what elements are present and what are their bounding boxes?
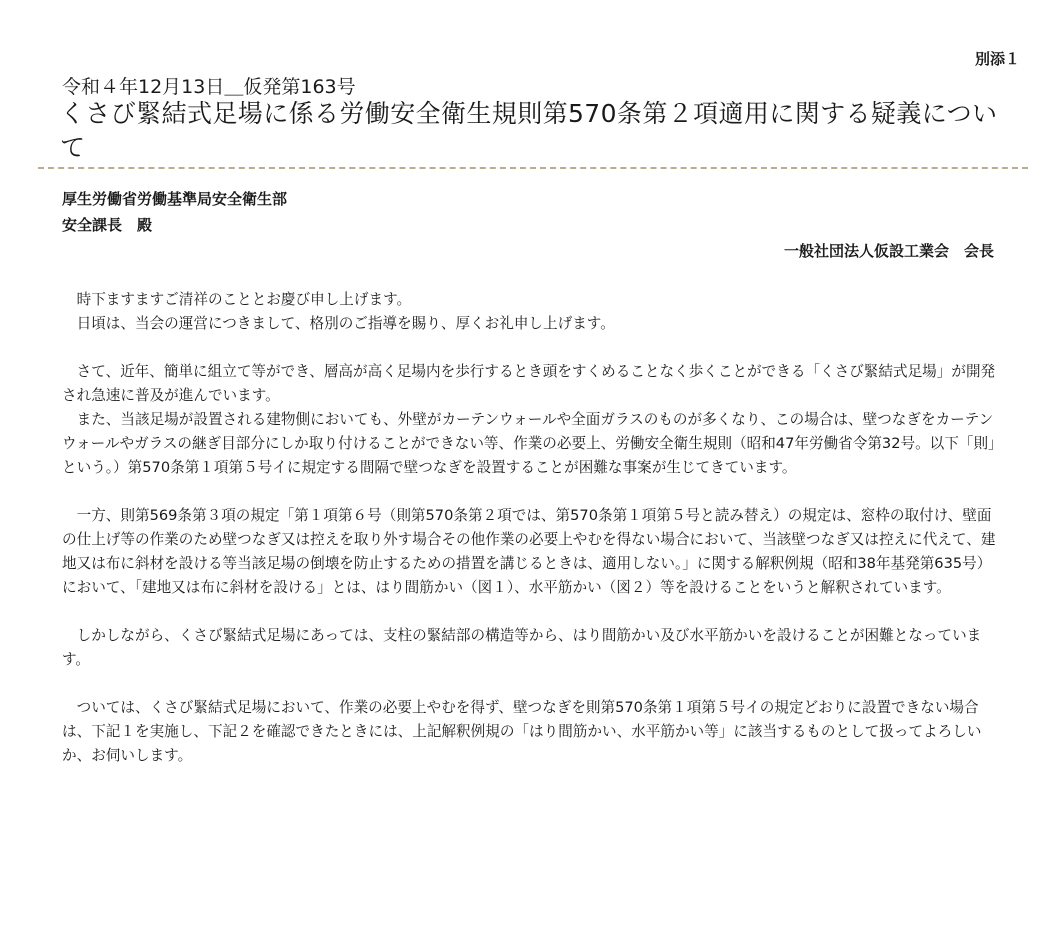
letter-body: [62, 288, 1002, 768]
reference-number: 令和４年12月13日＿仮発第163号: [62, 76, 356, 98]
difficulty-paragraph: しかしながら、くさび緊結式足場にあっては、支柱の緊結部の構造等から、はり間筋かい及び水平筋かいを設けることが困難となっています。: [62, 627, 982, 668]
background-paragraph: さて、近年、簡単に組立て等ができ、層高が高く足場内を歩行するとき頭をすくめることなく歩くことができる「くさび緊結式足場」が開発され急速に普及が進んでいます。: [62, 363, 996, 404]
paragraph-gap: [62, 480, 1002, 504]
addressee-block: [62, 186, 287, 238]
regulation-paragraph: 一方、則第569条第３項の規定「第１項第６号（則第570条第２項では、第570条第１項第５号と読み替え）の規定は、窓枠の取付け、壁面の仕上げ等の作業のため壁つなぎ又は控えを取り外す場合その他作業の必要上やむを得ない場合において、当該壁つなぎ又は控えに代えて、建地又は布に斜材を設ける等当該足場の倒壊を防止するための措置を講じるときは、適用しない。」に関する解釈例規（昭和38年基発第635号）において、「建地又は布に斜材を設ける」とは、はり間筋かい（図１）、水平筋かい（図２）等を設けることをいうと解釈されています。: [62, 507, 996, 596]
paragraph-gap: [62, 336, 1002, 360]
paragraph-gap: [62, 600, 1002, 624]
document-title: くさび緊結式足場に係る労働安全衛生規則第570条第２項適用に関する疑義について: [60, 99, 998, 162]
thanks-paragraph: 日頃は、当会の運営につきまして、格別のご指導を賜り、厚くお礼申し上げます。: [76, 315, 615, 332]
issue-paragraph: また、当該足場が設置される建物側においても、外壁がカーテンウォールや全面ガラスのものが多くなり、この場合は、壁つなぎをカーテンウォールやガラスの継ぎ目部分にしか取り付けることができない等、作業の必要上、労働安全衛生規則（昭和47年労働省令第32号。以下「則」という。）第570条第１項第５号イに規定する間隔で壁つなぎを設置することが困難な事案が生じてきています。: [62, 411, 996, 476]
addressee-org: 厚生労働省労働基準局安全衛生部: [62, 190, 288, 208]
request-paragraph: ついては、くさび緊結式足場において、作業の必要上やむを得ず、壁つなぎを則第570条第１項第５号イの規定どおりに設置できない場合は、下記１を実施し、下記２を確認できたときには、上記解釈例規の「はり間筋かい、水平筋かい等」に該当するものとして扱ってよろしいか、お伺いします。: [62, 699, 982, 764]
greeting-paragraph: 時下ますますご清祥のこととお慶び申し上げます。: [76, 291, 412, 308]
sender: 一般社団法人仮設工業会 会長: [783, 242, 994, 260]
title-divider: [38, 167, 1028, 169]
addressee-recipient: 安全課長 殿: [62, 216, 153, 234]
attachment-label: 別添１: [974, 50, 1020, 68]
paragraph-gap: [62, 672, 1002, 696]
